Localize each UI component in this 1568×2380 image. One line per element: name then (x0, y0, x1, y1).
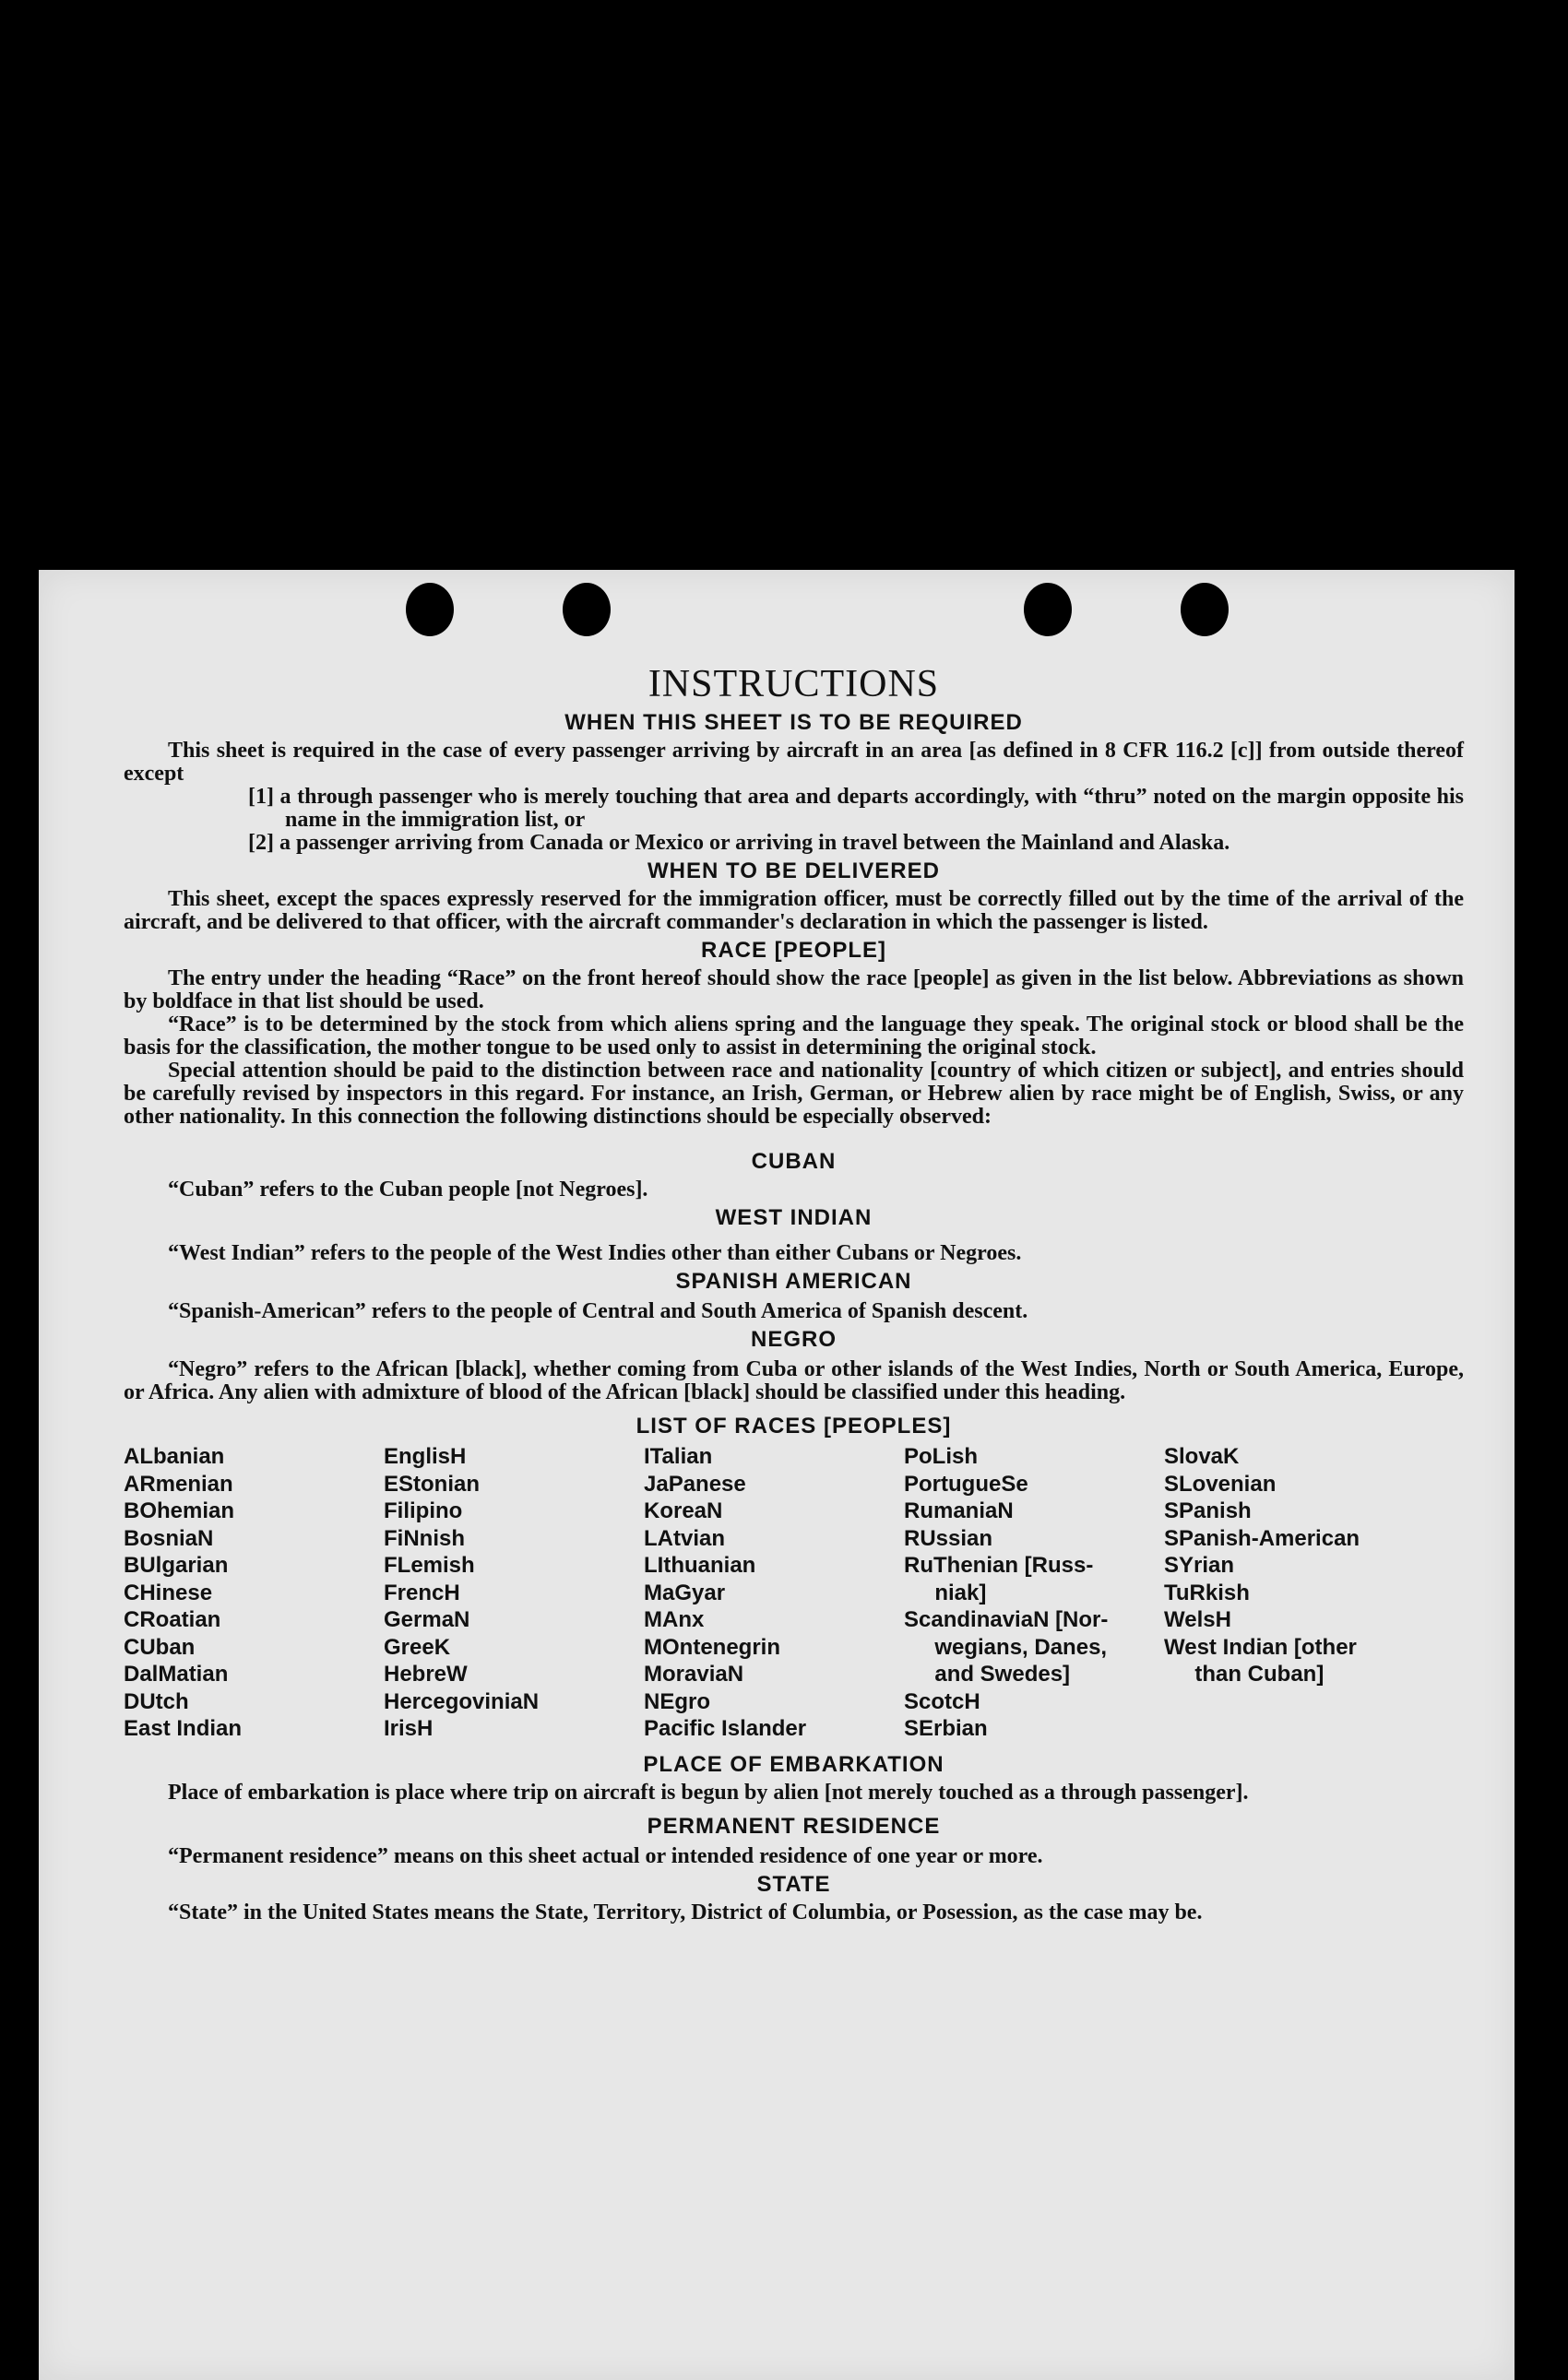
section-heading-races: LIST OF RACES [PEOPLES] (636, 1414, 952, 1439)
race-entry: LAtvian (644, 1525, 726, 1551)
race-entry: CRoatian (124, 1607, 221, 1632)
race-entry: RumaniaN (904, 1498, 1014, 1523)
delivered-text: This sheet, except the spaces expressly reserved for the immigration officer, must be correctly filled out by the time of the arrival of the aircraft, and be delivered to that officer, with the aircraft commander's declaration in which the passenger is listed. (124, 887, 1464, 934)
races-column-3 (644, 1443, 904, 1743)
punch-hole (563, 583, 611, 636)
race-entry: FiNnish (384, 1525, 465, 1551)
race-entry: CHinese (124, 1580, 213, 1605)
race-entry: GermaN (384, 1607, 470, 1632)
race-entry: SPanish-American (1164, 1525, 1360, 1551)
race-paragraph-1: The entry under the heading “Race” on the front hereof should show the race [people] as given in the list below. Abbreviations as shown by boldface in that list should be used. (124, 966, 1464, 1013)
race-entry: FLemish (384, 1553, 475, 1578)
document-sheet (39, 570, 1515, 2380)
instructions-content (124, 662, 1464, 1924)
race-entry: HercegoviniaN (384, 1688, 540, 1714)
race-entry: ScotcH (904, 1688, 980, 1714)
race-entry: JaPanese (644, 1471, 746, 1497)
race-entry: than Cuban] (1164, 1662, 1324, 1687)
cuban-text: “Cuban” refers to the Cuban people [not Negroes]. (168, 1178, 648, 1202)
race-entry: TuRkish (1164, 1580, 1250, 1605)
race-entry: MOntenegrin (644, 1634, 780, 1660)
punch-hole (406, 583, 454, 636)
race-entry: ScandinaviaN [Nor- (904, 1607, 1109, 1632)
race-entry: niak] (904, 1580, 987, 1605)
race-entry: FrencH (384, 1580, 460, 1605)
race-entry: CUban (124, 1634, 196, 1660)
race-entry: MoraviaN (644, 1662, 744, 1687)
residence-text: “Permanent residence” means on this sheet actual or intended residence of one year or more. (168, 1843, 1043, 1868)
races-column-1 (124, 1443, 384, 1743)
west-indian-text: “West Indian” refers to the people of the West Indies other than either Cubans or Negroes. (168, 1241, 1022, 1265)
race-entry: ARmenian (124, 1471, 233, 1497)
punch-hole (1181, 583, 1229, 636)
race-entry: EnglisH (384, 1444, 467, 1469)
race-entry: DUtch (124, 1688, 189, 1714)
race-entry: WelsH (1164, 1607, 1231, 1632)
section-heading-state: STATE (756, 1871, 831, 1897)
section-heading-west-indian: WEST INDIAN (715, 1205, 873, 1230)
race-entry: MAnx (644, 1607, 705, 1632)
race-entry: ALbanian (124, 1444, 225, 1469)
required-intro: This sheet is required in the case of every passenger arriving by aircraft in an area [as defined in 8 CFR 116.2 [c]] from outside thereof except (124, 739, 1464, 786)
spanish-american-text: “Spanish-American” refers to the people of Central and South America of Spanish descent. (168, 1299, 1028, 1323)
race-entry: KoreaN (644, 1498, 723, 1523)
punch-hole (1024, 583, 1072, 636)
race-entry: SlovaK (1164, 1444, 1240, 1469)
race-entry: wegians, Danes, (904, 1634, 1108, 1660)
state-text: “State” in the United States means the State, Territory, District of Columbia, or Posession, as the case may be. (168, 1900, 1203, 1924)
race-entry: BOhemian (124, 1498, 235, 1523)
race-entry: GreeK (384, 1634, 451, 1660)
race-entry: SErbian (904, 1716, 988, 1741)
race-entry: Pacific Islander (644, 1716, 807, 1741)
race-entry: and Swedes] (904, 1662, 1071, 1687)
page-title: INSTRUCTIONS (647, 663, 940, 705)
race-entry: RuThenian [Russ- (904, 1553, 1094, 1578)
races-column-2 (384, 1443, 644, 1743)
race-entry: RUssian (904, 1525, 993, 1551)
race-entry: PoLish (904, 1444, 979, 1469)
race-paragraph-3: Special attention should be paid to the distinction between race and nationality [country of which citizen or subject], and entries should be carefully revised by inspectors in this regard. For instance, an Irish, German, or Hebrew alien by race might be of English, Swiss, or any other nationality. In this connection the following distinctions should be especially observed: (124, 1059, 1464, 1129)
races-column-5 (1164, 1443, 1424, 1743)
race-entry: DalMatian (124, 1662, 229, 1687)
required-item-1: [1] a through passenger who is merely touching that area and departs accordingly, with “thru” noted on the margin opposite his name in the immigration list, or (248, 785, 1464, 832)
race-entry: BUlgarian (124, 1553, 229, 1578)
section-heading-race: RACE [PEOPLE] (700, 938, 886, 963)
race-entry: LIthuanian (644, 1553, 756, 1578)
race-entry: West Indian [other (1164, 1634, 1357, 1660)
race-entry: SPanish (1164, 1498, 1252, 1523)
race-entry: PortugueSe (904, 1471, 1028, 1497)
race-entry: BosniaN (124, 1525, 214, 1551)
section-heading-delivered: WHEN TO BE DELIVERED (647, 858, 940, 883)
race-entry: NEgro (644, 1688, 710, 1714)
race-entry: EStonian (384, 1471, 481, 1497)
negro-text: “Negro” refers to the African [black], whether coming from Cuba or other islands of the West Indies, North or South America, Europe, or Africa. Any alien with admixture of blood of the African [black] should be classified under this heading. (124, 1357, 1464, 1404)
race-entry: HebreW (384, 1662, 468, 1687)
section-heading-cuban: CUBAN (751, 1149, 837, 1174)
race-entry: SYrian (1164, 1553, 1235, 1578)
race-entry: MaGyar (644, 1580, 726, 1605)
race-entry: Filipino (384, 1498, 463, 1523)
race-entry: East Indian (124, 1716, 243, 1741)
section-heading-residence: PERMANENT RESIDENCE (647, 1813, 941, 1839)
races-list (124, 1443, 1464, 1743)
race-entry: ITalian (644, 1444, 713, 1469)
race-paragraph-2: “Race” is to be determined by the stock from which aliens spring and the language they speak. The original stock or blood shall be the basis for the classification, the mother tongue to be used only to assist in determining the original stock. (124, 1012, 1464, 1060)
section-heading-spanish-american: SPANISH AMERICAN (675, 1269, 912, 1294)
section-heading-negro: NEGRO (750, 1327, 837, 1352)
race-entry: SLovenian (1164, 1471, 1277, 1497)
races-column-4 (904, 1443, 1164, 1743)
race-entry: IrisH (384, 1716, 434, 1741)
embarkation-text: Place of embarkation is place where trip on aircraft is begun by alien [not merely touched as a through passenger]. (168, 1780, 1249, 1805)
section-heading-embarkation: PLACE OF EMBARKATION (643, 1751, 944, 1777)
required-item-2: [2] a passenger arriving from Canada or Mexico or arriving in travel between the Mainland and Alaska. (248, 831, 1230, 855)
section-heading-required: WHEN THIS SHEET IS TO BE REQUIRED (564, 710, 1023, 735)
